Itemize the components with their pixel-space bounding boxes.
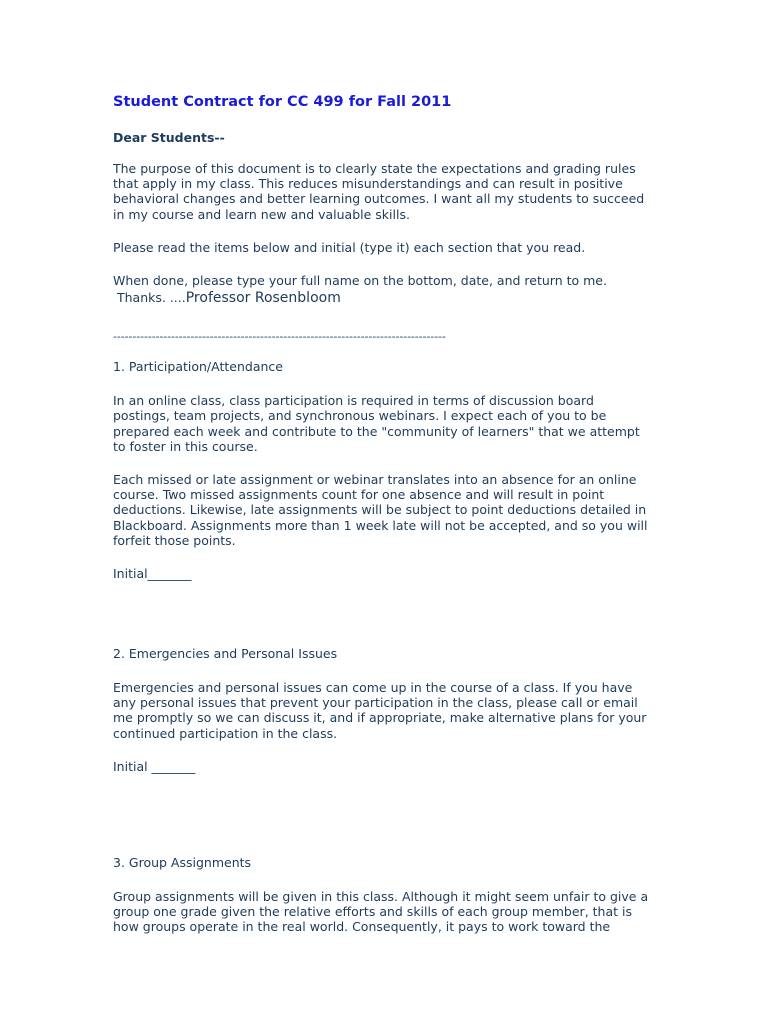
- thanks-text: Thanks. ....: [117, 290, 186, 306]
- section-participation-paragraph-2: Each missed or late assignment or webinar translates into an absence for an online course. Two missed assignments count for one absence and will result in point deductions. Likewise, late assignments will be subject to point deductions detailed in Blackboard. Assignments more than 1 week late will not be accepted, and so you will forfeit those points.: [113, 472, 648, 548]
- document-page: [113, 92, 673, 952]
- divider-line: --------------------------------------------------------------------------------------: [113, 330, 446, 344]
- intro-paragraph-return: When done, please type your full name on the bottom, date, and return to me.: [113, 273, 607, 289]
- intro-paragraph-purpose: The purpose of this document is to clearly state the expectations and grading rules that apply in my class. This reduces misunderstandings and can result in positive behavioral changes and better learning outcomes. I want all my students to succeed in my course and learn new and valuable skills.: [113, 161, 645, 222]
- section-group-assignments-paragraph: Group assignments will be given in this class. Although it might seem unfair to give a group one grade given the relative efforts and skills of each group member, that is how groups operate in the real world. Consequently, it pays to work toward the: [113, 888, 649, 935]
- section-heading-emergencies: 2. Emergencies and Personal Issues: [113, 646, 338, 662]
- professor-name: Professor Rosenbloom: [185, 290, 341, 307]
- section-heading-group-assignments: 3. Group Assignments: [113, 854, 252, 870]
- intro-paragraph-instructions: Please read the items below and initial (type it) each section that you read.: [113, 239, 586, 255]
- initial-field-participation: Initial_______: [113, 566, 192, 582]
- document-title: Student Contract for CC 499 for Fall 2011: [113, 94, 452, 110]
- section-heading-participation: 1. Participation/Attendance: [113, 359, 283, 375]
- initial-field-emergencies: Initial _______: [113, 758, 196, 774]
- thanks-line: [113, 288, 673, 308]
- salutation: Dear Students--: [113, 130, 225, 145]
- section-emergencies-paragraph: Emergencies and personal issues can come up in the course of a class. If you have any personal issues that prevent your participation in the class, please call or email me promptly so we can discuss it, and if appropriate, make alternative plans for your continued participation in the class.: [113, 680, 647, 741]
- section-participation-paragraph-1: In an online class, class participation is required in terms of discussion board postings, team projects, and synchronous webinars. I expect each of you to be prepared each week and contribute to the "community of learners" that we attempt to foster in this course.: [113, 393, 640, 454]
